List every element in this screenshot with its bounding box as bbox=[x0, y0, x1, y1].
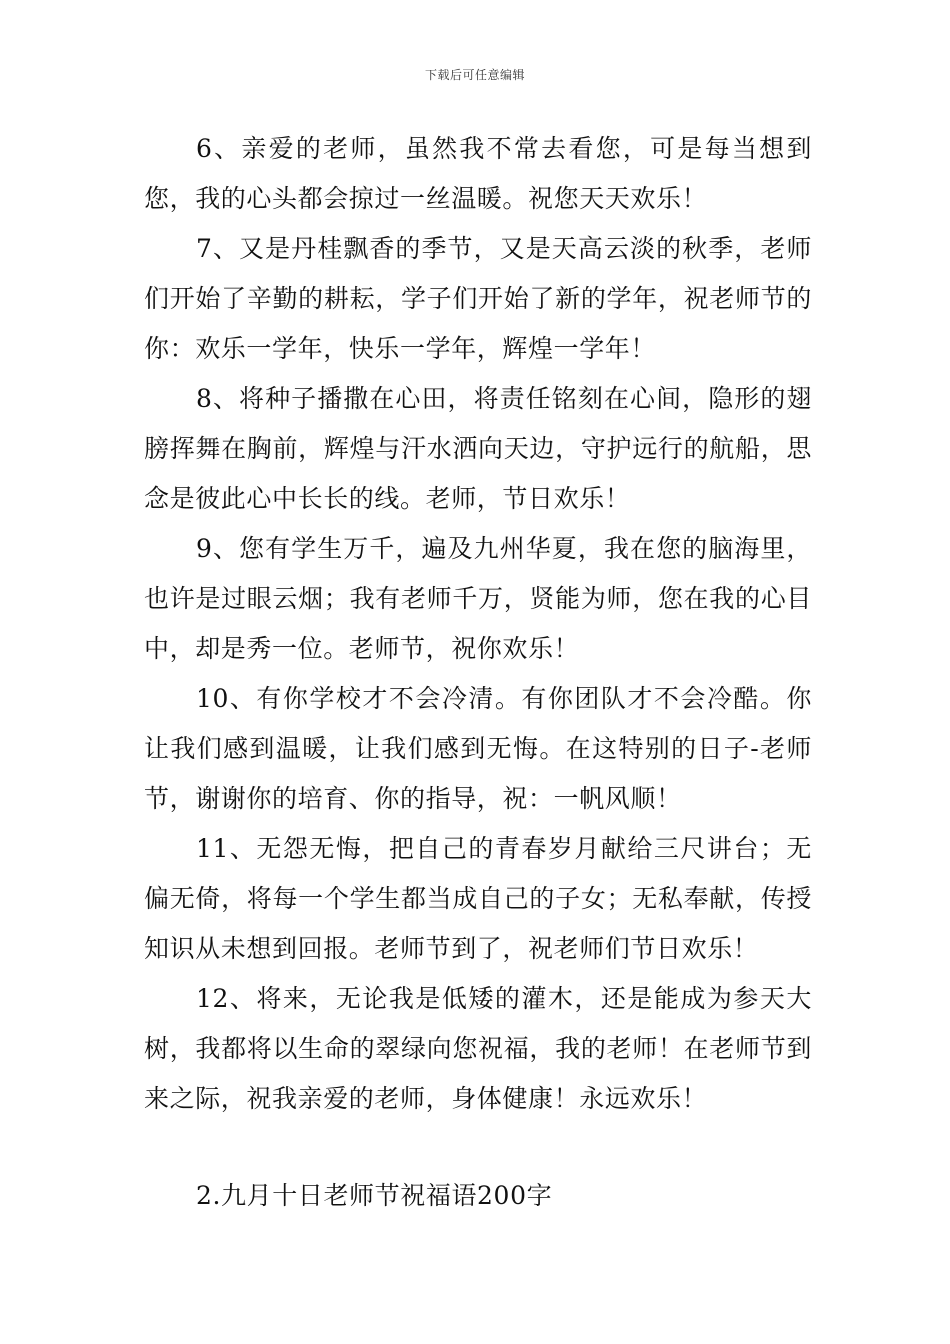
blessing-paragraph-9: 9、您有学生万千，遍及九州华夏，我在您的脑海里，也许是过眼云烟；我有老师千万，贤能为师，您在我的心目中，却是秀一位。老师节，祝你欢乐！ bbox=[144, 534, 812, 663]
blessing-paragraph-7: 7、又是丹桂飘香的季节，又是天高云淡的秋季，老师们开始了辛勤的耕耘，学子们开始了新的学年，祝老师节的你：欢乐一学年，快乐一学年，辉煌一学年！ bbox=[144, 234, 812, 363]
document-header-note: 下载后可任意编辑 bbox=[424, 68, 525, 82]
blessing-paragraph-8: 8、将种子播撒在心田，将责任铭刻在心间，隐形的翅膀挥舞在胸前，辉煌与汗水洒向天边，守护远行的航船，思念是彼此心中长长的线。老师，节日欢乐！ bbox=[144, 384, 812, 513]
document-body bbox=[144, 124, 812, 1124]
blessing-paragraph-10: 10、有你学校才不会冷清。有你团队才不会冷酷。你让我们感到温暖，让我们感到无悔。在这特别的日子-老师节，谢谢你的培育、你的指导，祝：一帆风顺！ bbox=[144, 684, 812, 813]
section-title: 2.九月十日老师节祝福语200字 bbox=[196, 1181, 553, 1210]
blessing-paragraph-11: 11、无怨无悔，把自己的青春岁月献给三尺讲台；无偏无倚，将每一个学生都当成自己的子女；无私奉献，传授知识从未想到回报。老师节到了，祝老师们节日欢乐！ bbox=[144, 834, 812, 963]
blessing-paragraph-6: 6、亲爱的老师，虽然我不常去看您，可是每当想到您，我的心头都会掠过一丝温暖。祝您天天欢乐！ bbox=[144, 134, 812, 213]
blessing-paragraph-12: 12、将来，无论我是低矮的灌木，还是能成为参天大树，我都将以生命的翠绿向您祝福，我的老师！在老师节到来之际，祝我亲爱的老师，身体健康！永远欢乐！ bbox=[144, 984, 812, 1113]
